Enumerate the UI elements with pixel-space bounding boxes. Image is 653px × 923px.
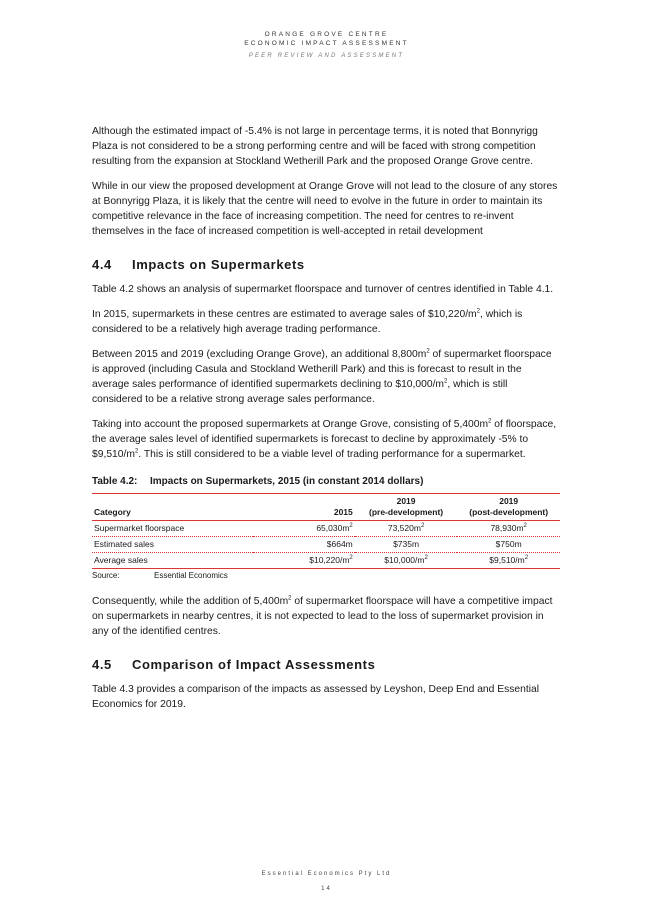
header-year: 2019	[396, 496, 416, 506]
paragraph	[92, 417, 560, 462]
row-label: Estimated sales	[94, 539, 154, 549]
cell-value: $735m	[393, 539, 420, 549]
superscript: 2	[349, 555, 353, 562]
source-text: Essential Economics	[154, 571, 228, 580]
header-line-3: PEER REVIEW AND ASSESSMENT	[248, 53, 405, 59]
page-header	[0, 30, 653, 59]
header-2019-post	[457, 494, 560, 521]
superscript: 2	[420, 523, 425, 530]
section-heading-4-4	[92, 257, 560, 272]
row-label: Supermarket floorspace	[94, 523, 185, 533]
text-run: . This is still considered to be a viable level of trading performance for a supermarket.	[138, 449, 526, 460]
cell-value: 73,520m	[387, 523, 421, 533]
text-run: In 2015, supermarkets in these centres are estimated to average sales of $10,220/m	[92, 309, 477, 320]
cell-value: 78,930m	[490, 523, 524, 533]
header-sub: (pre-development)	[368, 507, 444, 517]
cell-value: $10,220/m	[309, 555, 350, 565]
cell	[253, 553, 355, 569]
source-label: Source:	[92, 571, 120, 580]
superscript: 2	[444, 378, 448, 385]
superscript: 2	[476, 308, 480, 315]
header-sub: (post-development)	[469, 507, 549, 517]
text-run: , which is still considered to be a relative strong average sales performance.	[92, 379, 508, 405]
page-number: 14	[321, 886, 332, 892]
paragraph	[92, 347, 560, 407]
table-row	[92, 553, 560, 569]
header-line-1: ORANGE GROVE CENTRE	[264, 31, 389, 38]
cell-value: 65,030m	[316, 523, 350, 533]
section-number: 4.4	[92, 257, 112, 272]
header-year: 2019	[499, 496, 519, 506]
header-2015: 2015	[333, 507, 353, 517]
page-content	[92, 124, 560, 722]
section-title: Impacts on Supermarkets	[132, 257, 305, 272]
cell	[457, 521, 560, 537]
page-footer	[0, 871, 653, 892]
superscript: 2	[134, 448, 139, 455]
paragraph: While in our view the proposed development at Orange Grove will not lead to the closure of any stores at Bonnyrigg Plaza, it is likely that the centre will need to evolve in the future in order to maintain its competitive relevance in the face of increasing competition. The need for centres to re-invent themselves in the face of increased competition is well-accepted in retail development	[92, 181, 558, 237]
table-header-row	[92, 494, 560, 521]
paragraph	[92, 594, 560, 639]
text-run: of supermarket floorspace will have a competitive impact on supermarkets in nearby centres, it is not expected to lead to the loss of supermarket provision in any of the identified centres.	[92, 596, 553, 637]
text-run: of supermarket floorspace is approved (including Casula and Stockland Wetherill Park) and this is forecast to result in the average sales performance of identified supermarkets declining to $10,000/m	[92, 349, 552, 390]
cell-value: $750m	[495, 539, 522, 549]
header-2019-pre	[355, 494, 458, 521]
paragraph: Table 4.3 provides a comparison of the impacts as assessed by Leyshon, Deep End and Essential Economics for 2019.	[92, 684, 540, 710]
cell-value: $664m	[326, 539, 353, 549]
section-title: Comparison of Impact Assessments	[132, 657, 376, 672]
paragraph: Although the estimated impact of -5.4% is not large in percentage terms, it is noted that Bonnyrigg Plaza is not considered to be a strong performing centre and will be faced with strong competition resulting from the expansion at Stockland Wetherill Park and the proposed Orange Grove centre.	[92, 126, 538, 167]
cell	[457, 553, 560, 569]
cell	[355, 521, 458, 537]
table-row	[92, 537, 560, 553]
footer-company: Essential Economics Pty Ltd	[261, 871, 392, 877]
cell	[355, 553, 458, 569]
header-category: Category	[94, 507, 131, 517]
text-run: , which is considered to be a relatively high average trading performance.	[92, 309, 523, 335]
table-source	[92, 571, 560, 580]
text-run: of floorspace, the average sales level of identified supermarkets is forecast to decline by approximately -5% to $9,510/m	[92, 419, 557, 460]
table-row	[92, 521, 560, 537]
cell-value: $9,510/m	[489, 555, 525, 565]
cell	[253, 521, 355, 537]
table-caption-text: Impacts on Supermarkets, 2015 (in constant 2014 dollars)	[150, 476, 424, 487]
superscript: 2	[288, 595, 292, 602]
superscript: 2	[424, 555, 428, 562]
text-run: Taking into account the proposed supermarkets at Orange Grove, consisting of 5,400m	[92, 419, 489, 430]
superscript: 2	[488, 418, 492, 425]
section-heading-4-5	[92, 657, 560, 672]
paragraph: Table 4.2 shows an analysis of supermarket floorspace and turnover of centres identified in Table 4.1.	[92, 284, 554, 295]
section-number: 4.5	[92, 657, 112, 672]
superscript: 2	[349, 523, 353, 530]
cell-value: $10,000/m	[384, 555, 425, 565]
row-label: Average sales	[94, 555, 148, 565]
superscript: 2	[426, 348, 430, 355]
superscript: 2	[524, 555, 529, 562]
table-caption	[92, 476, 560, 487]
text-run: Consequently, while the addition of 5,400m	[92, 596, 289, 607]
header-line-2: ECONOMIC IMPACT ASSESSMENT	[244, 40, 409, 47]
paragraph	[92, 307, 560, 337]
text-run: Between 2015 and 2019 (excluding Orange Grove), an additional 8,800m	[92, 349, 427, 360]
superscript: 2	[523, 523, 527, 530]
supermarket-impact-table	[92, 493, 560, 569]
table-caption-number: Table 4.2:	[92, 476, 138, 487]
